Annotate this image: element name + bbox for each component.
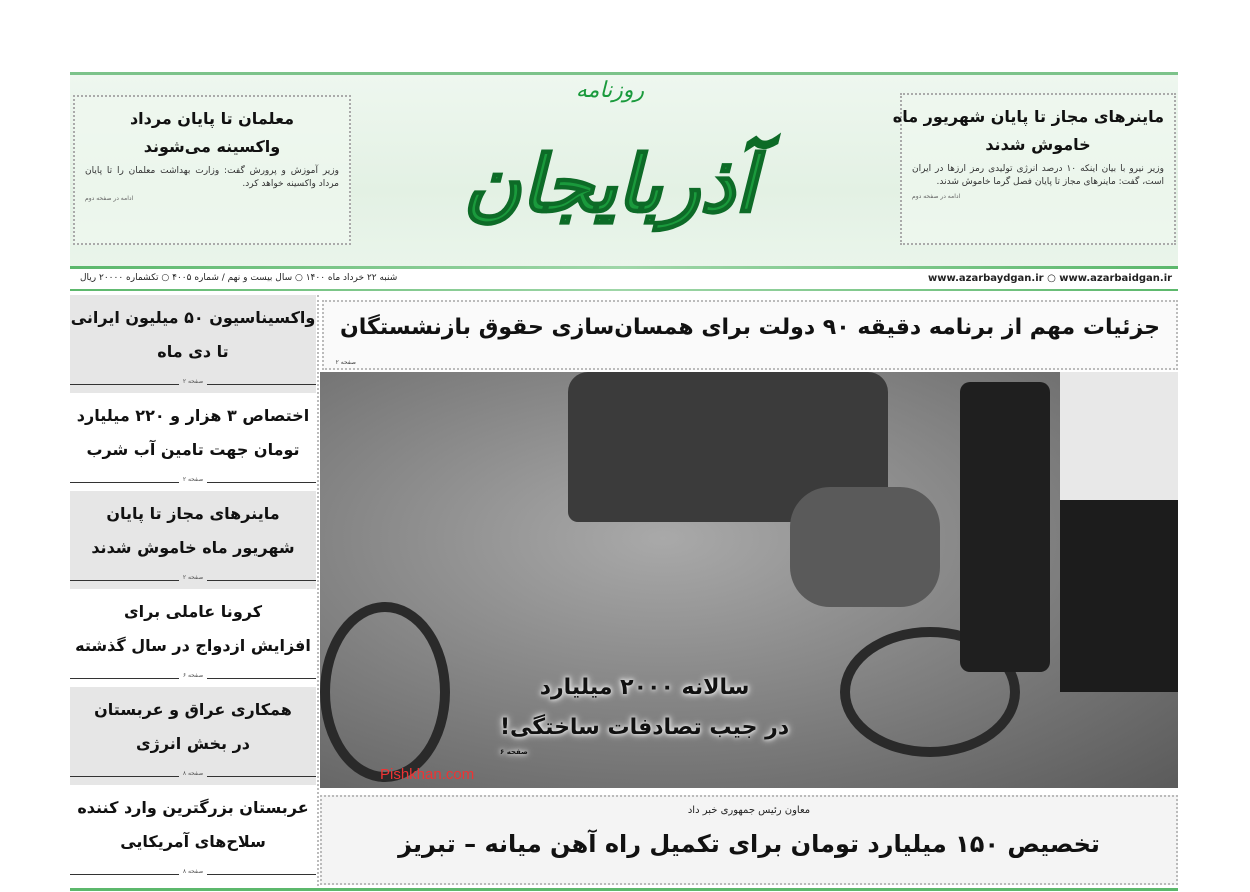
logo-prefix: روزنامه [575,78,645,103]
photo-person [1060,372,1178,692]
teaser-box-left[interactable] [73,95,351,245]
continue-link[interactable]: ادامه در صفحه دوم [85,195,134,202]
sidebar-item[interactable] [70,295,316,393]
website-links[interactable]: www.azarbaydgan.ir ○ www.azarbaidgan.ir [928,273,1173,284]
sidebar [70,295,316,883]
item-title: واکسیناسیون ۵۰ میلیون ایرانی [70,308,316,327]
item-title: همکاری عراق و عربستان [94,700,292,719]
divider [70,289,1178,291]
item-title: تومان جهت تامین آب شرب [86,440,300,459]
bottom-story[interactable] [320,795,1178,885]
page-ref: صفحه ۶ [500,748,528,756]
teaser-title: خاموش شدند [985,135,1091,154]
page-ref: صفحه ۲ [179,476,207,483]
watermark: Pishkhan.com [380,766,475,783]
caption-line: سالانه ۲۰۰۰ میلیارد [539,675,750,700]
teaser-box-right[interactable] [892,93,1176,245]
newspaper-logo [410,70,810,270]
teaser-body: وزیر نیرو با بیان اینکه ۱۰ درصد انرژی تولیدی رمز ارزها در ایران است، گفت: ماینرهای مجاز تا پایان فصل گرما خاموش شدند. [912,164,1164,187]
logo-text: آذربایجان [463,139,757,230]
lead-photo[interactable] [320,372,1178,788]
page-ref: صفحه ۸ [179,868,207,875]
item-title: عربستان بزرگترین وارد کننده [77,798,309,817]
sidebar-item[interactable] [70,785,316,883]
teaser-title: واکسینه می‌شوند [143,137,281,156]
photo-person [790,487,940,607]
teaser-title: ماینرهای مجاز تا پایان شهریور ماه [892,107,1164,126]
page-ref: صفحه ۲ [335,359,356,366]
item-title: در بخش انرژی [135,734,251,753]
item-title: شهریور ماه خاموش شدند [91,538,295,557]
column-divider [317,295,319,890]
lead-headline: جزئیات مهم از برنامه دقیقه ۹۰ دولت برای همسان‌سازی حقوق بازنشستگان [340,315,1160,340]
lead-headline-box[interactable] [322,300,1178,370]
item-title: اختصاص ۳ هزار و ۲۲۰ میلیارد [76,406,310,425]
page-ref: صفحه ۲ [179,574,207,581]
continue-link[interactable]: ادامه در صفحه دوم [912,193,961,200]
sidebar-item[interactable] [70,491,316,589]
item-title: افزایش ازدواج در سال گذشته [75,636,311,655]
teaser-title: معلمان تا پایان مرداد [129,109,295,128]
sidebar-item[interactable] [70,589,316,687]
bottom-headline: تخصیص ۱۵۰ میلیارد تومان برای تکمیل راه آهن میانه – تبریز [398,830,1100,858]
item-title: تا دی ماه [157,342,229,361]
kicker: معاون رئیس جمهوری خبر داد [687,805,811,816]
page-ref: صفحه ۶ [179,672,207,679]
teaser-body: وزیر آموزش و پرورش گفت: وزارت بهداشت معلمان را تا پایان مرداد واکسینه خواهد کرد. [85,166,339,189]
caption-line: در جیب تصادفات ساختگی! [500,715,790,740]
item-title: سلاح‌های آمریکایی [120,832,266,851]
page-ref: صفحه ۲ [179,378,207,385]
item-title: کرونا عاملی برای [123,602,263,621]
sidebar-item[interactable] [70,687,316,785]
photo-caption [500,668,789,756]
item-title: ماینرهای مجاز تا پایان [106,504,280,523]
sidebar-item[interactable] [70,393,316,491]
divider [70,888,1178,891]
photo-wheel [320,602,450,782]
divider [70,266,1178,269]
dateline: شنبه ۲۲ خرداد ماه ۱۴۰۰ ○ سال بیست و نهم / شماره ۴۰۰۵ ○ تکشماره ۲۰۰۰۰ ریال [80,273,398,283]
page-ref: صفحه ۸ [179,770,207,777]
photo-person [960,382,1050,672]
